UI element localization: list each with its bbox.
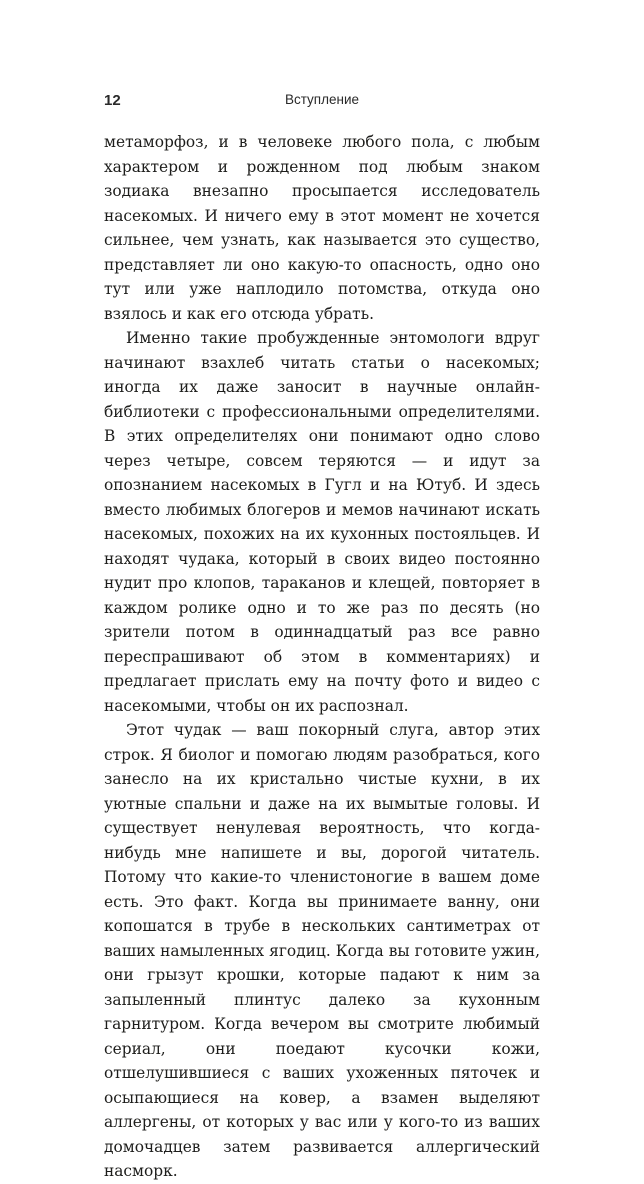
- body-text: [104, 130, 540, 1184]
- paragraph-author: Этот чудак — ваш покорный слуга, автор этих строк. Я биолог и помогаю людям разобраться, кого занесло на их кристально чистые кухни, в их уютные спальни и даже на их вымытые головы. И существует ненулевая вероятность, что когда-нибудь мне напишете и вы, дорогой читатель. Потому что какие-то членистоногие в вашем доме есть. Это факт. Когда вы принимаете ванну, они копошатся в трубе в нескольких сантиметрах от ваших намыленных ягодиц. Когда вы готовите ужин, они грызут крошки, которые падают к ним за запыленный плинтус далеко за кухонным гарнитуром. Когда вечером вы смотрите любимый сериал, они поедают кусочки кожи, отшелушившиеся с ваших ухоженных пяточек и осыпающиеся на ковер, а взамен выделяют аллергены, от которых у вас или у кого-то из ваших домочадцев затем развивается аллергический насморк.: [104, 721, 540, 1180]
- paragraph-entomologists: Именно такие пробужденные энтомологи вдруг начинают взахлеб читать статьи о насекомых; иногда их даже заносит в научные онлайн-библиотеки с профессиональными определителями. В этих определителях они понимают одно слово через четыре, совсем теряются — и идут за опознанием насекомых в Гугл и на Ютуб. И здесь вместо любимых блогеров и мемов начинают искать насекомых, похожих на их кухонных постояльцев. И находят чудака, который в своих видео постоянно нудит про клопов, тараканов и клещей, повторяет в каждом ролике одно и то же раз по десять (но зрители потом в одиннадцатый раз все равно переспрашивают об этом в комментариях) и предлагает прислать ему на почту фото и видео с насекомыми, чтобы он их распознал.: [104, 329, 540, 715]
- section-title: Вступление: [284, 92, 360, 107]
- running-head: [104, 92, 540, 112]
- page-number: 12: [104, 92, 121, 109]
- paragraph-continuation: метаморфоз, и в человеке любого пола, с любым характером и рожденном под любым знаком зодиака внезапно просыпается исследователь насекомых. И ничего ему в этот момент не хочется сильнее, чем узнать, как называется это существо, представляет ли оно какую-то опасность, одно оно тут или уже наплодило потомства, откуда оно взялось и как его отсюда убрать.: [104, 133, 540, 323]
